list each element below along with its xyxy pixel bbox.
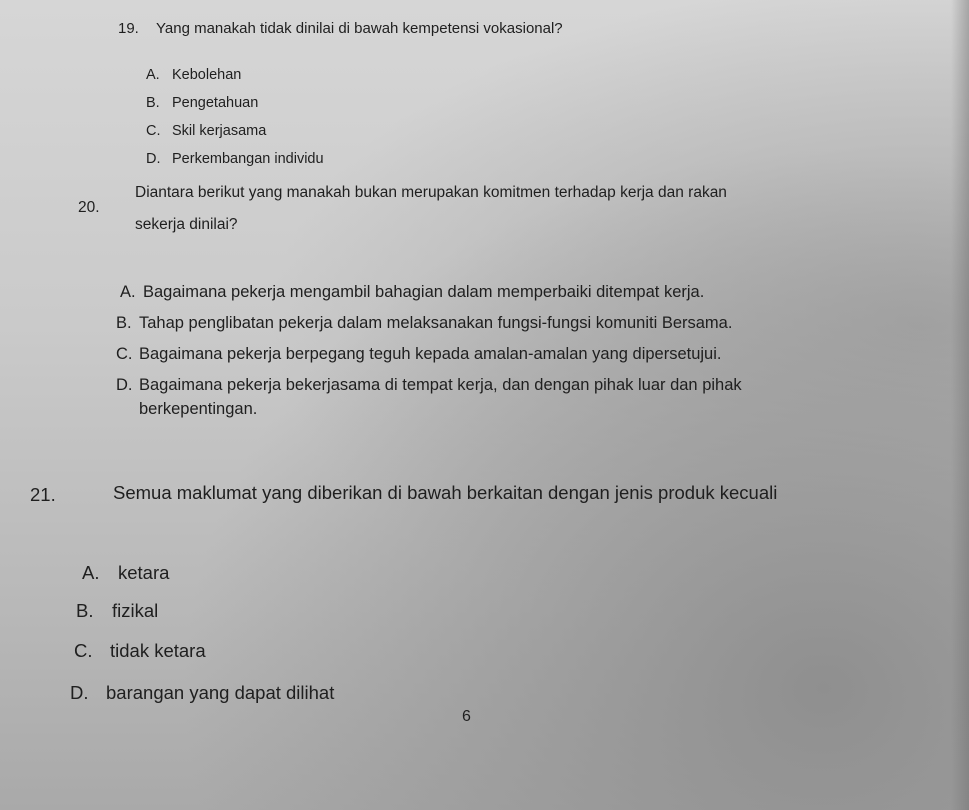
option-a [82, 562, 169, 584]
option-letter: A. [146, 67, 160, 83]
question-number: 20. [78, 199, 100, 216]
question-number: 21. [30, 484, 56, 505]
option-d [70, 682, 334, 704]
option-letter: C. [116, 345, 133, 363]
option-text-continuation: berkepentingan. [139, 400, 258, 418]
option-text: Pengetahuan [172, 95, 259, 111]
question-number: 19. [118, 20, 139, 37]
option-letter: C. [74, 640, 93, 661]
option-letter: C. [146, 123, 161, 139]
question-stem-line-2: sekerja dinilai? [135, 216, 238, 233]
option-a [146, 67, 241, 83]
option-text: barangan yang dapat dilihat [106, 682, 335, 703]
question-stem: Semua maklumat yang diberikan di bawah berkaitan dengan jenis produk kecuali [113, 482, 778, 503]
option-text: fizikal [112, 600, 159, 621]
option-c [146, 123, 266, 139]
option-d [116, 376, 742, 395]
option-c [74, 640, 206, 662]
option-text: Perkembangan individu [172, 151, 324, 167]
option-letter: D. [70, 682, 89, 703]
option-letter: D. [116, 376, 133, 394]
option-d [146, 151, 324, 167]
option-text: Skil kerjasama [172, 123, 267, 139]
option-letter: A. [82, 562, 100, 583]
option-text: ketara [118, 562, 170, 583]
option-b [116, 314, 732, 333]
page-number: 6 [462, 708, 471, 725]
option-text: tidak ketara [110, 640, 206, 661]
option-letter: B. [146, 95, 160, 111]
option-text: Bagaimana pekerja bekerjasama di tempat kerja, dan dengan pihak luar dan pihak [139, 376, 742, 394]
page-edge-shadow [951, 0, 969, 810]
option-letter: A. [120, 283, 136, 301]
option-letter: B. [116, 314, 132, 332]
option-text: Bagaimana pekerja berpegang teguh kepada amalan-amalan yang dipersetujui. [139, 345, 722, 363]
option-b [76, 600, 158, 622]
option-b [146, 95, 258, 111]
option-c [116, 345, 722, 364]
option-letter: B. [76, 600, 94, 621]
question-stem: Yang manakah tidak dinilai di bawah kempetensi vokasional? [156, 20, 563, 37]
question-stem-line-1: Diantara berikut yang manakah bukan merupakan komitmen terhadap kerja dan rakan [135, 184, 727, 201]
option-a [120, 283, 704, 302]
option-text: Tahap penglibatan pekerja dalam melaksanakan fungsi-fungsi komuniti Bersama. [139, 314, 733, 332]
option-text: Kebolehan [172, 67, 242, 83]
option-text: Bagaimana pekerja mengambil bahagian dalam memperbaiki ditempat kerja. [143, 283, 705, 301]
option-letter: D. [146, 151, 161, 167]
